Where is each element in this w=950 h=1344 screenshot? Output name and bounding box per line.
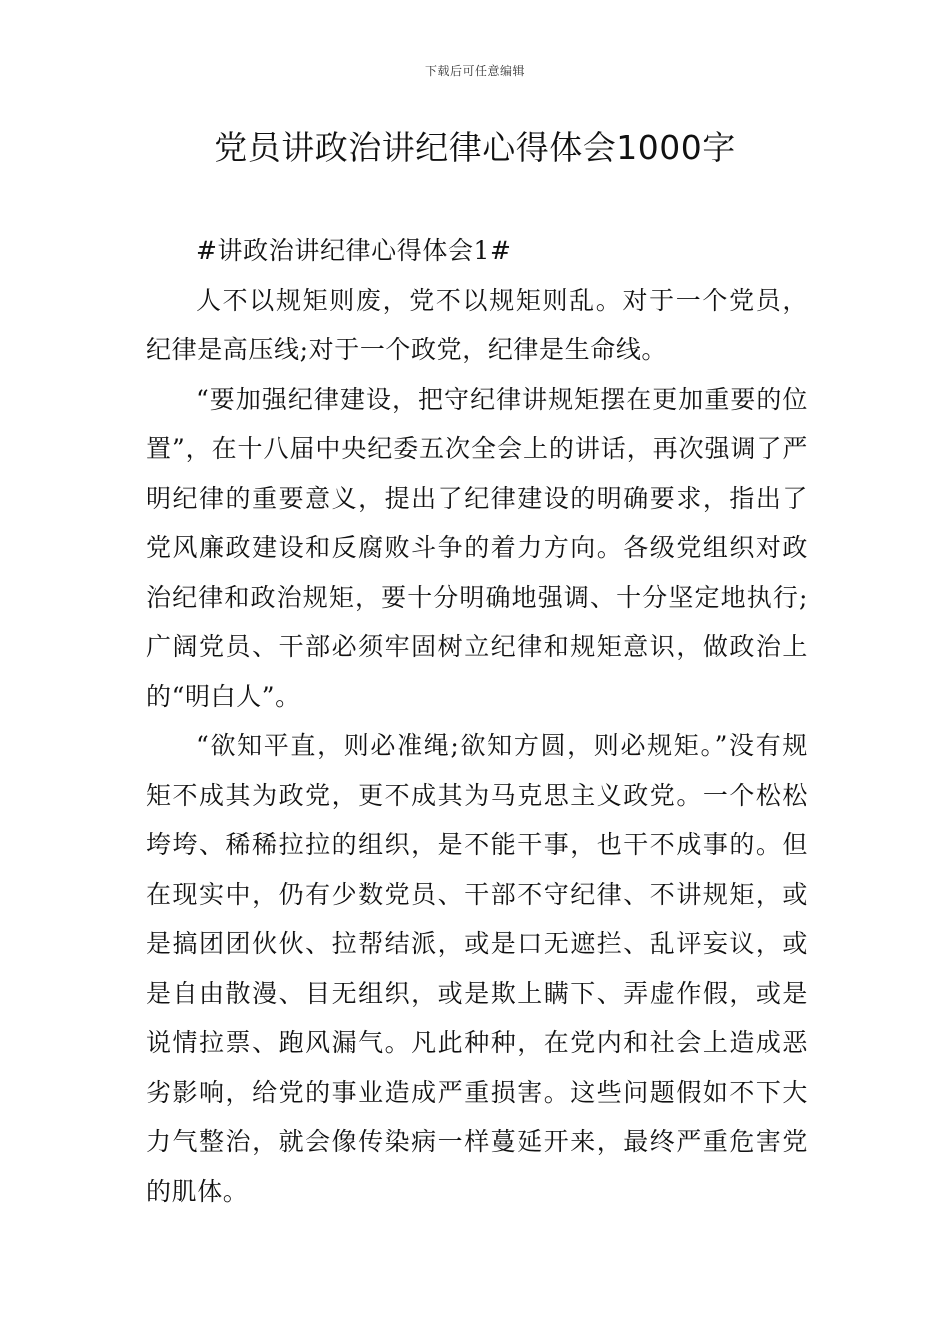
document-body xyxy=(146,226,808,1216)
body-paragraph: “要加强纪律建设，把守纪律讲规矩摆在更加重要的位置”，在十八届中央纪委五次全会上的讲话，再次强调了严明纪律的重要意义，提出了纪律建设的明确要求，指出了党风廉政建设和反腐败斗争的着力方向。各级党组织对政治纪律和政治规矩，要十分明确地强调、十分坚定地执行;广阔党员、干部必须牢固树立纪律和规矩意识，做政治上的“明白人”。 xyxy=(146,384,808,711)
body-paragraph: “欲知平直，则必准绳;欲知方圆，则必规矩。”没有规矩不成其为政党，更不成其为马克思主义政党。一个松松垮垮、稀稀拉拉的组织，是不能干事，也干不成事的。但在现实中，仍有少数党员、干部不守纪律、不讲规矩，或是搞团团伙伙、拉帮结派，或是口无遮拦、乱评妄议，或是自由散漫、目无组织，或是欺上瞒下、弄虚作假，或是说情拉票、跑风漏气。凡此种种，在党内和社会上造成恶劣影响，给党的事业造成严重损害。这些问题假如不下大力气整治，就会像传染病一样蔓延开来，最终严重危害党的肌体。 xyxy=(146,731,808,1206)
document-title: 党员讲政治讲纪律心得体会1000字 xyxy=(214,128,736,167)
section-heading: #讲政治讲纪律心得体会1# xyxy=(196,236,512,265)
body-paragraph: 人不以规矩则废，党不以规矩则乱。对于一个党员，纪律是高压线;对于一个政党，纪律是生命线。 xyxy=(146,285,808,364)
header-note: 下载后可任意编辑 xyxy=(424,64,525,78)
